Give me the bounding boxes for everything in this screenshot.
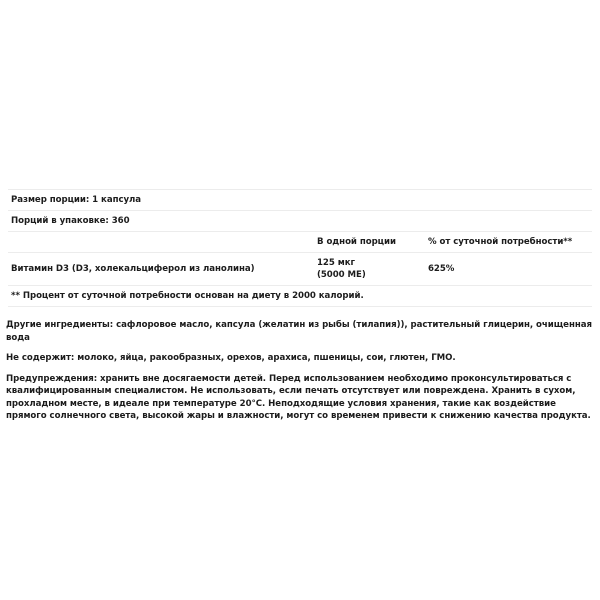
table-row [8, 253, 592, 286]
servings-per-container: Порций в упаковке: 360 [8, 211, 592, 232]
header-daily-value: % от суточной потребности** [425, 232, 592, 253]
other-ingredients: Другие ингредиенты: сафлоровое масло, капсула (желатин из рыбы (тилапия)), растительный глицерин, очищенная вода [6, 320, 592, 343]
nutrient-amount-iu: (5000 МЕ) [317, 270, 366, 280]
header-empty-cell [8, 232, 314, 253]
warnings: Предупреждения: хранить вне досягаемости детей. Перед использованием необходимо проконсультироваться с квалифицированным специалистом. Не использовать, если печать отсутствует или повреждена. Хранить в сухом, прохладном месте, в идеале при температуре 20°C. Неподходящие условия хранения, такие как воздействие прямого солнечного света, высокой жары и влажности, могут со временем привести к снижению качества продукта. [6, 373, 591, 421]
nutrient-amount-mass: 125 мкг [317, 258, 355, 268]
header-per-serving: В одной порции [314, 232, 425, 253]
serving-size: Размер порции: 1 капсула [8, 190, 592, 211]
nutrient-name: Витамин D3 (D3, холекальциферол из ланолина) [8, 253, 314, 286]
supplement-facts-table [8, 189, 592, 307]
footnote-row [8, 286, 592, 307]
nutrient-amount [314, 253, 425, 286]
table-header-row [8, 232, 592, 253]
servings-per-container-row [8, 211, 592, 232]
daily-value-footnote: ** Процент от суточной потребности основан на диету в 2000 калорий. [8, 286, 592, 307]
nutrient-daily-value: 625% [425, 253, 592, 286]
allergen-statement: Не содержит: молоко, яйца, ракообразных, орехов, арахиса, пшеницы, сои, глютен, ГМО. [6, 353, 456, 363]
product-info-text [6, 319, 596, 431]
serving-size-row [8, 190, 592, 211]
